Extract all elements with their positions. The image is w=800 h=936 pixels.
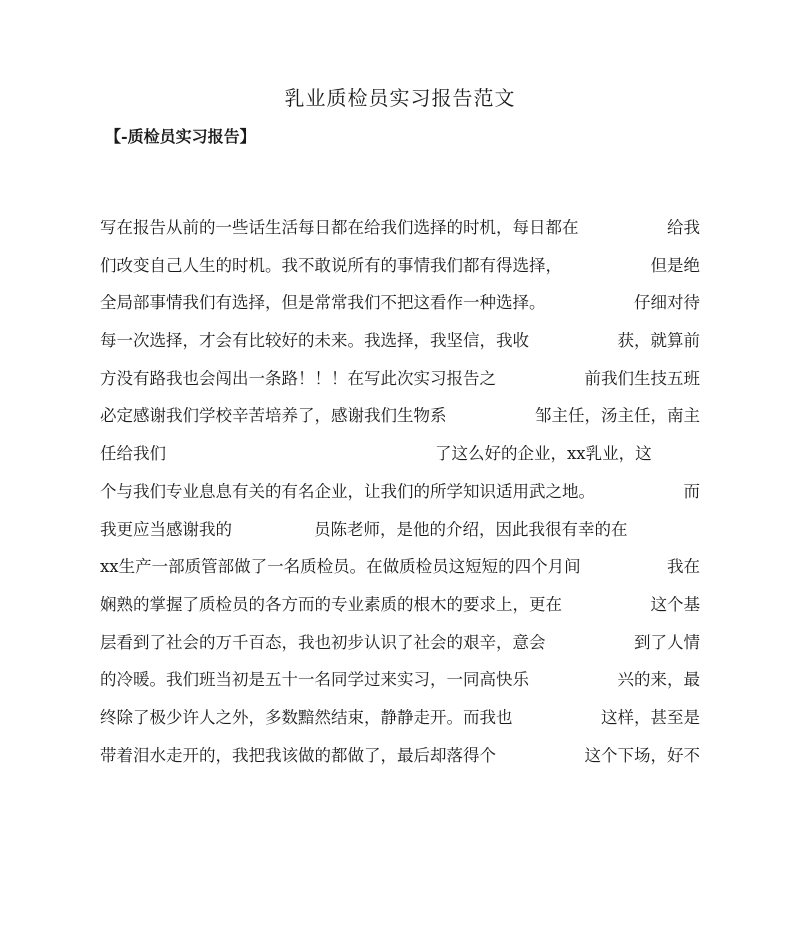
line-text-tail: 获，就算前: [617, 331, 700, 351]
document-title: 乳业质检员实习报告范文: [284, 86, 516, 110]
body-line: [100, 742, 700, 780]
body-line: [100, 516, 700, 554]
document-subtitle: 【-质检员实习报告】: [105, 127, 256, 146]
line-text-tail: 但是绝: [650, 255, 700, 275]
line-text: 层看到了社会的万千百态，我也初步认识了社会的艰辛，意会: [100, 632, 546, 652]
line-text: 任给我们: [100, 444, 166, 464]
line-text-tail: 兴的来，最: [617, 670, 700, 690]
document-body: [100, 214, 700, 779]
body-line: [100, 327, 700, 365]
body-line: [100, 553, 700, 591]
line-text-tail: 仔细对待: [634, 293, 700, 313]
body-line: [100, 629, 700, 667]
line-text-tail: 前我们生技五班: [584, 368, 700, 388]
line-text-tail: 这个下场，好不: [584, 745, 700, 765]
line-text-tail: 了这么好的企业，xx乳业，这: [435, 444, 652, 464]
line-text: 终除了极少许人之外，多数黯然结束，静静走开。而我也: [100, 707, 513, 727]
line-text-tail: 我在: [667, 557, 700, 577]
line-text-tail: 到了人情: [634, 632, 700, 652]
body-line: [100, 591, 700, 629]
line-text: 方没有路我也会闯出一条路！！！在写此次实习报告之: [100, 368, 496, 388]
body-line: [100, 704, 700, 742]
line-text: 必定感谢我们学校辛苦培养了，感谢我们生物系: [100, 406, 447, 426]
line-text-tail: 给我: [667, 218, 700, 237]
body-line: [100, 478, 700, 516]
body-line: [100, 365, 700, 403]
line-text-tail: 员陈老师，是他的介绍，因此我很有幸的在: [314, 519, 628, 539]
body-line: [100, 252, 700, 290]
line-text: 娴熟的掌握了质检员的各方而的专业素质的根木的要求上，更在: [100, 594, 562, 614]
line-text: 每一次选择，才会有比较好的未来。我选择，我坚信，我收: [100, 331, 529, 351]
line-text-tail: 邹主任，汤主任，南主: [535, 406, 700, 426]
body-line: [100, 440, 700, 478]
line-text: 个与我们专业息息有关的有名企业，让我们的所学知识适用武之地。: [100, 481, 595, 501]
line-text: 的冷暖。我们班当初是五十一名同学过来实习，一同高快乐: [100, 670, 529, 690]
line-text: 全局部事情我们有选择，但是常常我们不把这看作一种选择。: [100, 293, 546, 313]
line-text: 们改变自己人生的时机。我不敢说所有的事情我们都有得选择，: [100, 255, 562, 275]
line-text: xx生产一部质管部做了一名质检员。在做质检员这短短的四个月间: [100, 557, 581, 577]
line-text-tail: 这样，甚至是: [601, 707, 700, 727]
line-text: 带着泪水走开的，我把我该做的都做了，最后却落得个: [100, 745, 496, 765]
body-line: [100, 289, 700, 327]
body-line: [100, 214, 700, 252]
line-text-tail: 而: [683, 481, 700, 501]
line-text-tail: 这个基: [650, 594, 700, 614]
body-line: [100, 666, 700, 704]
line-text: 我更应当感谢我的: [100, 519, 232, 539]
body-line: [100, 402, 700, 440]
line-text: 写在报告从前的一些话生活每日都在给我们选择的时机，每日都在: [100, 218, 579, 237]
